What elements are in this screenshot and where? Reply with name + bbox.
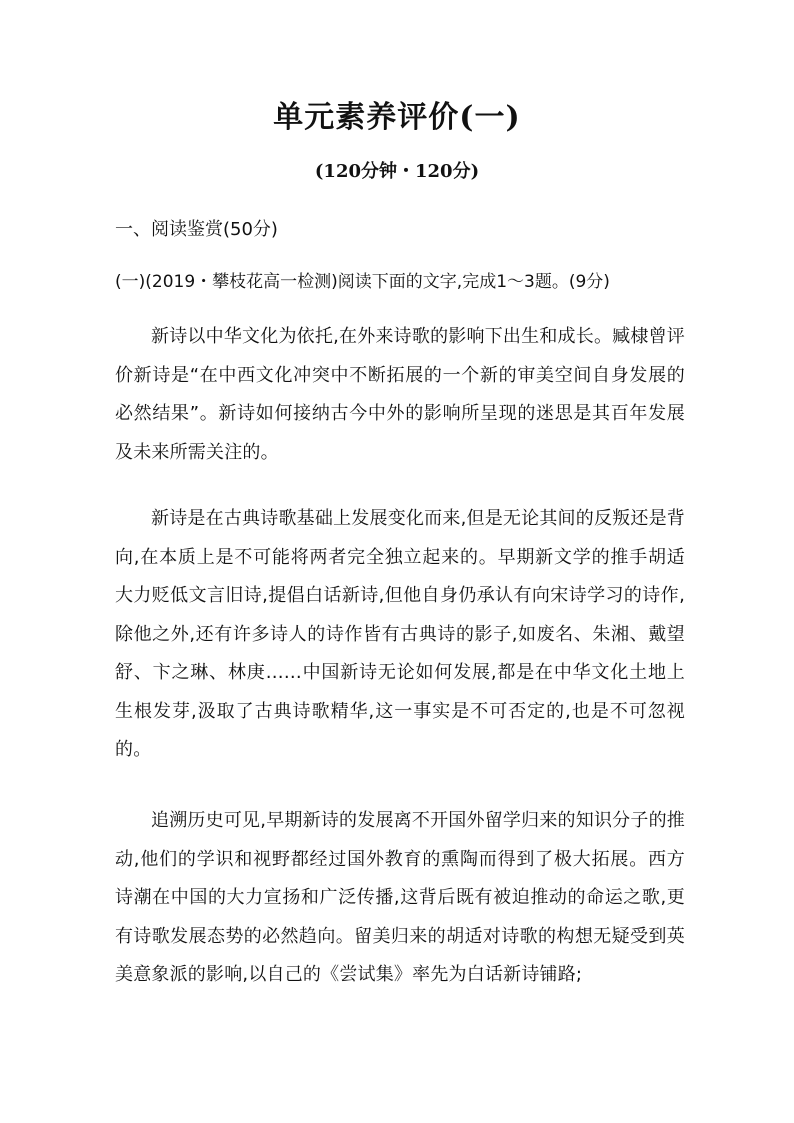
paragraph-3: 追溯历史可见,早期新诗的发展离不开国外留学归来的知识分子的推动,他们的学识和视野都经过国外教育的熏陶而得到了极大拓展。西方诗潮在中国的大力宣扬和广泛传播,这背后既有被迫推动的命运之歌,更有诗歌发展态势的必然趋向。留美归来的胡适对诗歌的构想无疑受到英美意象派的影响,以自己的《尝试集》率先为白话新诗铺路; — [115, 810, 685, 985]
question-heading: (一)(2019・攀枝花高一检测)阅读下面的文字,完成1～3题。(9分) — [115, 272, 610, 292]
document-subtitle: (120分钟・120分) — [314, 161, 480, 182]
paragraph-2: 新诗是在古典诗歌基础上发展变化而来,但是无论其间的反叛还是背向,在本质上是不可能将两者完全独立起来的。早期新文学的推手胡适大力贬低文言旧诗,提倡白话新诗,但他自身仍承认有向宋诗学习的诗作,除他之外,还有许多诗人的诗作皆有古典诗的影子,如废名、朱湘、戴望舒、卞之琳、林庚……中国新诗无论如何发展,都是在中华文化土地上生根发芽,汲取了古典诗歌精华,这一事实是不可否定的,也是不可忽视的。 — [115, 508, 685, 760]
document-title: 单元素养评价(一) — [273, 100, 521, 135]
paragraph-1: 新诗以中华文化为依托,在外来诗歌的影响下出生和成长。臧棣曾评价新诗是“在中西文化冲突中不断拓展的一个新的审美空间自身发展的必然结果”。新诗如何接纳古今中外的影响所呈现的迷思是其百年发展及未来所需关注的。 — [115, 326, 685, 463]
section-heading: 一、阅读鉴赏(50分) — [115, 219, 278, 240]
